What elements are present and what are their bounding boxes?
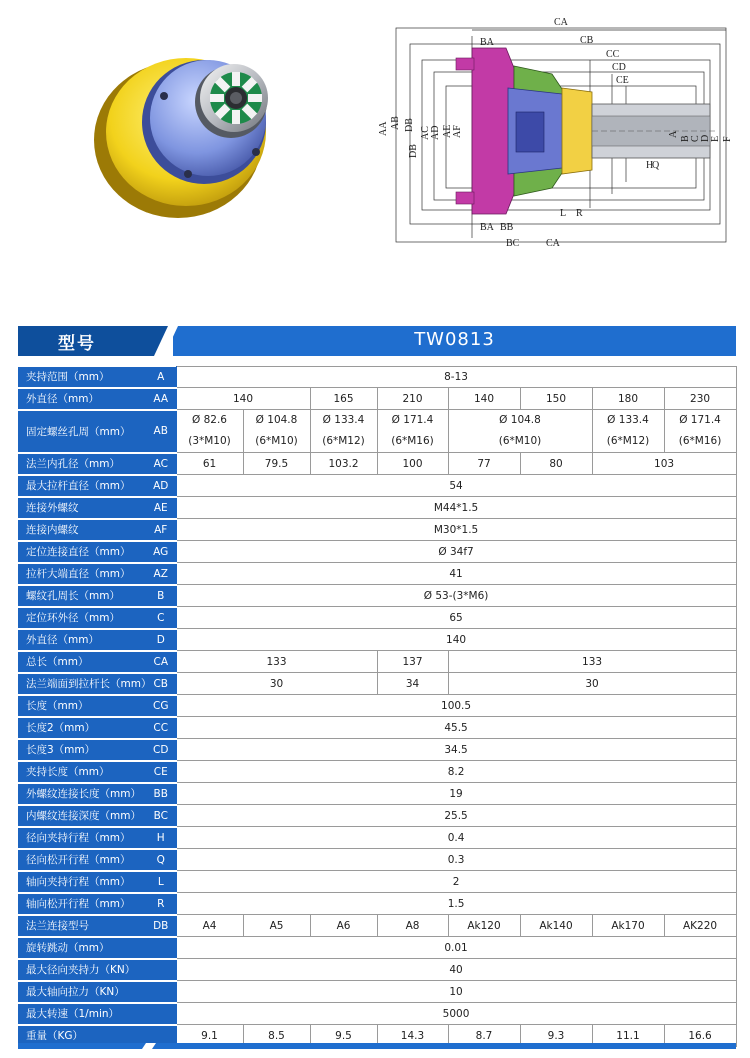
row-label: 螺纹孔周长（mm） <box>18 585 146 607</box>
value-cell: 77 <box>448 453 520 475</box>
row-label: 定位环外径（mm） <box>18 607 146 629</box>
row-label: 长度3（mm） <box>18 739 146 761</box>
row-code <box>146 959 176 981</box>
row-code: R <box>146 893 176 915</box>
value-cell: 100.5 <box>176 695 736 717</box>
value-cell: A4 <box>176 915 243 937</box>
value-cell: Ø 53-(3*M6) <box>176 585 736 607</box>
row-code: AA <box>146 388 176 410</box>
row-label: 夹持长度（mm） <box>18 761 146 783</box>
value-cell: Ø 82.6 (3*M10) <box>176 410 243 453</box>
row-label: 最大转速（1/min） <box>18 1003 146 1025</box>
value-cell: 11.1 <box>592 1025 664 1047</box>
spec-row <box>18 783 736 805</box>
row-label: 径向夹持行程（mm） <box>18 827 146 849</box>
value-cell: 100 <box>377 453 448 475</box>
row-label: 总长（mm） <box>18 651 146 673</box>
row-code: AF <box>146 519 176 541</box>
value-cell: 10 <box>176 981 736 1003</box>
row-code: CE <box>146 761 176 783</box>
svg-text:BC: BC <box>506 238 520 249</box>
row-label: 法兰内孔径（mm） <box>18 453 146 475</box>
row-code: A <box>146 367 176 388</box>
svg-text:H: H <box>646 160 654 171</box>
svg-text:AA: AA <box>378 121 389 136</box>
row-label: 外螺纹连接长度（mm） <box>18 783 146 805</box>
product-photo <box>86 22 301 222</box>
value-cell: A6 <box>310 915 377 937</box>
spec-row <box>18 651 736 673</box>
spec-row <box>18 607 736 629</box>
value-cell: M30*1.5 <box>176 519 736 541</box>
row-code: CC <box>146 717 176 739</box>
row-code: B <box>146 585 176 607</box>
value-cell: M44*1.5 <box>176 497 736 519</box>
technical-drawing <box>376 8 738 254</box>
value-cell: 16.6 <box>664 1025 736 1047</box>
value-cell: 230 <box>664 388 736 410</box>
svg-text:CE: CE <box>616 75 629 86</box>
svg-text:CA: CA <box>546 238 560 249</box>
value-cell: 140 <box>176 629 736 651</box>
svg-text:A: A <box>668 130 679 138</box>
value-cell: 140 <box>176 388 310 410</box>
spec-row <box>18 739 736 761</box>
value-cell: 61 <box>176 453 243 475</box>
svg-text:CD: CD <box>612 62 626 73</box>
svg-text:E: E <box>710 135 721 142</box>
value-cell: Ø 104.8 (6*M10) <box>243 410 310 453</box>
value-cell: 8.2 <box>176 761 736 783</box>
spec-row <box>18 453 736 475</box>
spec-row <box>18 673 736 695</box>
spec-row <box>18 827 736 849</box>
svg-text:AC: AC <box>420 126 431 140</box>
svg-text:DB: DB <box>408 144 419 158</box>
spec-row <box>18 388 736 410</box>
value-cell: 180 <box>592 388 664 410</box>
row-code: AC <box>146 453 176 475</box>
value-cell: 25.5 <box>176 805 736 827</box>
row-label: 重量（KG） <box>18 1025 146 1047</box>
spec-row <box>18 937 736 959</box>
value-cell: 2 <box>176 871 736 893</box>
value-cell: Ak140 <box>520 915 592 937</box>
spec-row <box>18 871 736 893</box>
value-cell: 103 <box>592 453 736 475</box>
svg-text:CC: CC <box>606 49 620 60</box>
footer-bar <box>18 1043 736 1049</box>
row-code: CB <box>146 673 176 695</box>
row-code: DB <box>146 915 176 937</box>
row-label: 长度（mm） <box>18 695 146 717</box>
svg-text:BA: BA <box>480 222 494 233</box>
header-bar-left <box>18 326 186 356</box>
svg-text:F: F <box>722 136 733 142</box>
row-code: C <box>146 607 176 629</box>
row-code: CG <box>146 695 176 717</box>
value-cell: 165 <box>310 388 377 410</box>
row-label: 定位连接直径（mm） <box>18 541 146 563</box>
row-label: 轴向夹持行程（mm） <box>18 871 146 893</box>
row-code: L <box>146 871 176 893</box>
row-label: 内螺纹连接深度（mm） <box>18 805 146 827</box>
value-cell: 8.5 <box>243 1025 310 1047</box>
spec-row <box>18 761 736 783</box>
value-cell: Ak120 <box>448 915 520 937</box>
value-cell: Ak170 <box>592 915 664 937</box>
svg-text:CA: CA <box>554 17 568 28</box>
spec-row <box>18 849 736 871</box>
row-code: AE <box>146 497 176 519</box>
value-cell: 133 <box>448 651 736 673</box>
spec-row <box>18 959 736 981</box>
row-label: 连接外螺纹 <box>18 497 146 519</box>
value-cell: 30 <box>448 673 736 695</box>
row-code: CA <box>146 651 176 673</box>
row-code: Q <box>146 849 176 871</box>
spec-row <box>18 893 736 915</box>
row-label: 最大轴向拉力（KN） <box>18 981 146 1003</box>
row-label: 旋转跳动（mm） <box>18 937 146 959</box>
row-code <box>146 937 176 959</box>
value-cell: 65 <box>176 607 736 629</box>
value-cell: 210 <box>377 388 448 410</box>
svg-text:L: L <box>560 208 567 219</box>
value-cell: 9.5 <box>310 1025 377 1047</box>
value-cell: 133 <box>176 651 377 673</box>
value-cell: 140 <box>448 388 520 410</box>
spec-row <box>18 717 736 739</box>
value-cell: 40 <box>176 959 736 981</box>
row-code: H <box>146 827 176 849</box>
svg-text:CB: CB <box>580 35 594 46</box>
row-label: 最大拉杆直径（mm） <box>18 475 146 497</box>
spec-row <box>18 981 736 1003</box>
svg-text:Q: Q <box>652 160 660 171</box>
spec-row <box>18 585 736 607</box>
value-cell: 150 <box>520 388 592 410</box>
value-cell: Ø 133.4 (6*M12) <box>592 410 664 453</box>
value-cell: Ø 34f7 <box>176 541 736 563</box>
value-cell: Ø 171.4 (6*M16) <box>664 410 736 453</box>
spec-row <box>18 475 736 497</box>
value-cell: Ø 171.4 (6*M16) <box>377 410 448 453</box>
value-cell: Ø 104.8 (6*M10) <box>448 410 592 453</box>
value-cell: 137 <box>377 651 448 673</box>
value-cell: 0.3 <box>176 849 736 871</box>
row-label: 轴向松开行程（mm） <box>18 893 146 915</box>
value-cell: 41 <box>176 563 736 585</box>
spec-row <box>18 629 736 651</box>
value-cell: Ø 133.4 (6*M12) <box>310 410 377 453</box>
value-cell: A5 <box>243 915 310 937</box>
spec-table-header <box>18 326 736 356</box>
svg-text:C: C <box>690 135 701 142</box>
value-cell: 54 <box>176 475 736 497</box>
spec-row <box>18 805 736 827</box>
svg-text:D: D <box>700 134 711 142</box>
row-label: 外直径（mm） <box>18 388 146 410</box>
spec-table <box>18 366 737 1048</box>
row-label: 法兰端面到拉杆长（mm） <box>18 673 146 695</box>
model-label: 型号 <box>58 334 96 354</box>
svg-text:BA: BA <box>480 37 494 48</box>
row-code: AB <box>146 410 176 453</box>
row-label: 拉杆大端直径（mm） <box>18 563 146 585</box>
value-cell: 9.3 <box>520 1025 592 1047</box>
value-cell: 79.5 <box>243 453 310 475</box>
row-label: 固定螺丝孔周（mm） <box>18 410 146 453</box>
row-code: CD <box>146 739 176 761</box>
svg-text:BB: BB <box>500 222 514 233</box>
value-cell: 9.1 <box>176 1025 243 1047</box>
svg-text:AD: AD <box>430 125 441 140</box>
spec-row <box>18 367 736 388</box>
row-code: AG <box>146 541 176 563</box>
row-label: 法兰连接型号 <box>18 915 146 937</box>
svg-text:R: R <box>576 208 583 219</box>
row-code <box>146 1003 176 1025</box>
row-code: BB <box>146 783 176 805</box>
svg-text:DB: DB <box>404 118 415 132</box>
row-code: D <box>146 629 176 651</box>
model-name: TW0813 <box>414 329 495 350</box>
spec-row <box>18 563 736 585</box>
value-cell: 8.7 <box>448 1025 520 1047</box>
value-cell: 1.5 <box>176 893 736 915</box>
value-cell: 45.5 <box>176 717 736 739</box>
spec-row <box>18 915 736 937</box>
value-cell: 30 <box>176 673 377 695</box>
value-cell: 80 <box>520 453 592 475</box>
spec-row <box>18 497 736 519</box>
value-cell: 8-13 <box>176 367 736 388</box>
spec-row <box>18 519 736 541</box>
value-cell: 0.01 <box>176 937 736 959</box>
spec-row <box>18 541 736 563</box>
svg-text:AE: AE <box>442 124 453 138</box>
row-code <box>146 981 176 1003</box>
row-code: BC <box>146 805 176 827</box>
value-cell: 0.4 <box>176 827 736 849</box>
spec-row <box>18 1003 736 1025</box>
row-code: AD <box>146 475 176 497</box>
value-cell: A8 <box>377 915 448 937</box>
row-label: 径向松开行程（mm） <box>18 849 146 871</box>
spec-row <box>18 695 736 717</box>
value-cell: AK220 <box>664 915 736 937</box>
row-label: 夹持范围（mm） <box>18 367 146 388</box>
row-label: 最大径向夹持力（KN） <box>18 959 146 981</box>
row-label: 连接内螺纹 <box>18 519 146 541</box>
row-label: 外直径（mm） <box>18 629 146 651</box>
value-cell: 19 <box>176 783 736 805</box>
svg-text:B: B <box>680 135 691 142</box>
value-cell: 34.5 <box>176 739 736 761</box>
value-cell: 34 <box>377 673 448 695</box>
value-cell: 5000 <box>176 1003 736 1025</box>
svg-text:AF: AF <box>452 125 463 138</box>
value-cell: 14.3 <box>377 1025 448 1047</box>
row-code: AZ <box>146 563 176 585</box>
row-label: 长度2（mm） <box>18 717 146 739</box>
value-cell: 103.2 <box>310 453 377 475</box>
spec-row <box>18 410 736 453</box>
svg-text:AB: AB <box>390 116 401 130</box>
